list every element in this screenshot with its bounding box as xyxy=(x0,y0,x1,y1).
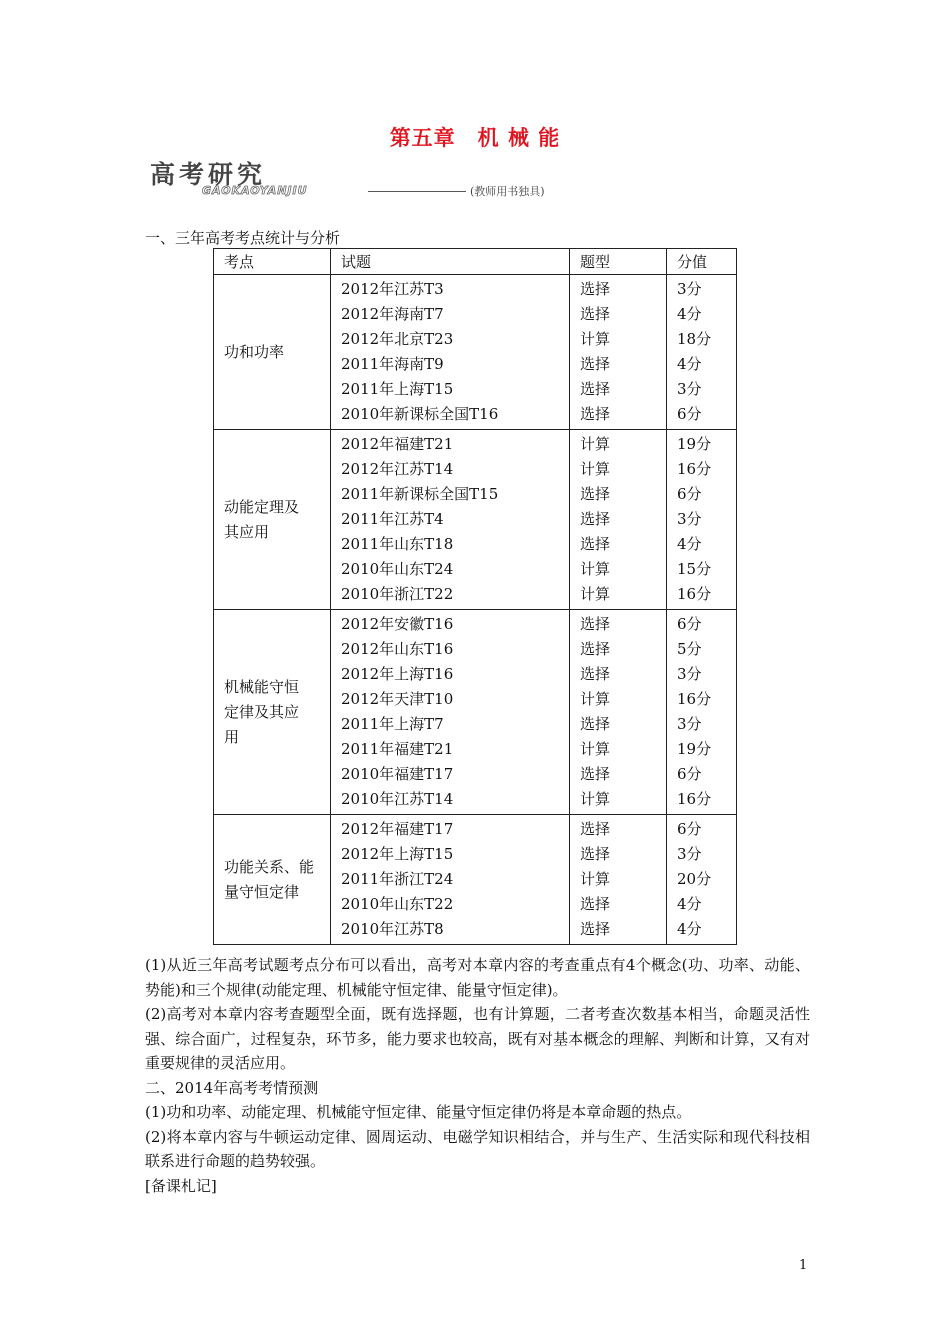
banner-chinese-title: 高考研究 xyxy=(150,160,267,189)
type-value: 选择 xyxy=(580,920,611,938)
score-value: 6分 xyxy=(677,820,702,838)
analysis-paragraph-1: (1)从近三年高考试题考点分布可以看出，高考对本章内容的考查重点有4个概念(功、功率、动能、势能)和三个规律(动能定理、机械能守恒定律、能量守恒定律)。 xyxy=(145,956,810,999)
forecast-paragraph-1: (1)功和功率、动能定理、机械能守恒定律、能量守恒定律仍将是本章命题的热点。 xyxy=(145,1103,692,1121)
question-value: 2012年海南T7 xyxy=(341,305,444,323)
type-value: 选择 xyxy=(580,280,611,298)
topic-line: 功能关系、能 xyxy=(224,857,315,876)
question-value: 2012年山东T16 xyxy=(341,640,454,658)
score-cell xyxy=(667,815,737,945)
question-value: 2011年山东T18 xyxy=(341,535,454,553)
topic-cell xyxy=(214,815,331,945)
topic-line: 动能定理及 xyxy=(224,497,300,516)
score-value: 4分 xyxy=(677,895,702,913)
question-value: 2012年江苏T3 xyxy=(341,280,444,298)
table-group-row xyxy=(214,815,737,945)
question-value: 2010年江苏T8 xyxy=(341,920,444,938)
header-type: 题型 xyxy=(570,249,667,275)
gaokao-research-banner xyxy=(150,153,560,205)
type-value: 选择 xyxy=(580,615,611,633)
type-value: 选择 xyxy=(580,845,611,863)
score-cell xyxy=(667,275,737,430)
header-question: 试题 xyxy=(331,249,570,275)
banner-note: (教师用书独具) xyxy=(470,185,545,198)
type-value: 选择 xyxy=(580,485,611,503)
type-value: 选择 xyxy=(580,715,611,733)
question-value: 2011年海南T9 xyxy=(341,355,444,373)
topic-cell xyxy=(214,610,331,815)
question-value: 2010年江苏T14 xyxy=(341,790,454,808)
topic-line: 其应用 xyxy=(224,522,270,541)
type-cell xyxy=(570,275,667,430)
question-value: 2011年上海T15 xyxy=(341,380,454,398)
forecast-paragraph-2: (2)将本章内容与牛顿运动定律、圆周运动、电磁学知识相结合，并与生产、生活实际和现代科技相联系进行命题的趋势较强。 xyxy=(145,1127,810,1170)
type-value: 选择 xyxy=(580,380,611,398)
type-value: 选择 xyxy=(580,640,611,658)
question-value: 2011年新课标全国T15 xyxy=(341,485,499,503)
question-value: 2012年江苏T14 xyxy=(341,460,454,478)
score-value: 3分 xyxy=(677,845,702,863)
type-value: 计算 xyxy=(580,460,611,478)
type-value: 选择 xyxy=(580,820,611,838)
score-value: 4分 xyxy=(677,535,702,553)
type-value: 计算 xyxy=(580,435,611,453)
type-value: 选择 xyxy=(580,765,611,783)
score-cell xyxy=(667,610,737,815)
score-value: 6分 xyxy=(677,485,702,503)
table-group-row xyxy=(214,430,737,610)
question-value: 2010年山东T22 xyxy=(341,895,454,913)
question-value: 2011年上海T7 xyxy=(341,715,444,733)
exam-statistics-table xyxy=(213,248,737,945)
header-topic: 考点 xyxy=(214,249,331,275)
topic-line: 用 xyxy=(224,727,240,746)
question-value: 2012年福建T17 xyxy=(341,820,454,838)
score-value: 4分 xyxy=(677,920,702,938)
topic-line: 功和功率 xyxy=(224,342,285,361)
score-value: 5分 xyxy=(677,640,702,658)
table-group-row xyxy=(214,275,737,430)
topic-cell xyxy=(214,275,331,430)
question-value: 2012年福建T21 xyxy=(341,435,454,453)
type-value: 选择 xyxy=(580,405,611,423)
score-value: 15分 xyxy=(677,560,712,578)
score-value: 19分 xyxy=(677,435,712,453)
question-cell xyxy=(331,275,570,430)
score-value: 3分 xyxy=(677,715,702,733)
question-value: 2010年山东T24 xyxy=(341,560,454,578)
question-value: 2011年浙江T24 xyxy=(341,870,454,888)
type-value: 计算 xyxy=(580,330,611,348)
page-number: 1 xyxy=(799,1258,808,1273)
question-value: 2012年安徽T16 xyxy=(341,615,454,633)
topic-line: 定律及其应 xyxy=(224,702,300,721)
question-value: 2011年江苏T4 xyxy=(341,510,444,528)
section-1-heading: 一、三年高考考点统计与分析 xyxy=(145,229,341,247)
type-value: 选择 xyxy=(580,665,611,683)
type-value: 计算 xyxy=(580,585,611,603)
type-value: 计算 xyxy=(580,690,611,708)
question-value: 2012年天津T10 xyxy=(341,690,454,708)
question-value: 2010年新课标全国T16 xyxy=(341,405,499,423)
analysis-paragraph-2: (2)高考对本章内容考查题型全面，既有选择题，也有计算题，二者考查次数基本相当，命题灵活性强、综合面广，过程复杂，环节多，能力要求也较高，既有对基本概念的理解、判断和计算，又有对重要规律的灵活应用。 xyxy=(145,1005,810,1072)
question-value: 2010年浙江T22 xyxy=(341,585,454,603)
score-value: 19分 xyxy=(677,740,712,758)
score-value: 16分 xyxy=(677,585,712,603)
question-cell xyxy=(331,430,570,610)
question-value: 2012年北京T23 xyxy=(341,330,454,348)
chapter-title: 第五章 机 械 能 xyxy=(389,125,561,150)
table-group-row xyxy=(214,610,737,815)
question-value: 2011年福建T21 xyxy=(341,740,454,758)
score-value: 3分 xyxy=(677,665,702,683)
type-value: 选择 xyxy=(580,355,611,373)
header-score: 分值 xyxy=(667,249,737,275)
score-value: 20分 xyxy=(677,870,712,888)
banner-pinyin: GAOKAOYANJIU xyxy=(202,184,308,197)
score-value: 6分 xyxy=(677,405,702,423)
question-cell xyxy=(331,610,570,815)
table-header-row xyxy=(214,249,737,275)
topic-line: 量守恒定律 xyxy=(224,882,300,901)
score-value: 16分 xyxy=(677,460,712,478)
score-value: 3分 xyxy=(677,380,702,398)
type-value: 计算 xyxy=(580,870,611,888)
notes-label: [备课札记] xyxy=(145,1176,217,1195)
score-value: 16分 xyxy=(677,690,712,708)
topic-cell xyxy=(214,430,331,610)
table-body xyxy=(214,275,737,945)
type-cell xyxy=(570,430,667,610)
question-value: 2010年福建T17 xyxy=(341,765,454,783)
type-value: 选择 xyxy=(580,510,611,528)
type-value: 计算 xyxy=(580,790,611,808)
type-cell xyxy=(570,610,667,815)
score-value: 4分 xyxy=(677,305,702,323)
question-value: 2012年上海T15 xyxy=(341,845,454,863)
banner-divider xyxy=(368,191,466,192)
analysis-text xyxy=(145,953,810,1198)
question-cell xyxy=(331,815,570,945)
score-value: 16分 xyxy=(677,790,712,808)
type-cell xyxy=(570,815,667,945)
score-value: 4分 xyxy=(677,355,702,373)
type-value: 选择 xyxy=(580,305,611,323)
score-value: 6分 xyxy=(677,765,702,783)
section-2-heading: 二、2014年高考考情预测 xyxy=(145,1078,319,1097)
score-value: 6分 xyxy=(677,615,702,633)
type-value: 选择 xyxy=(580,535,611,553)
topic-line: 机械能守恒 xyxy=(224,677,300,696)
question-value: 2012年上海T16 xyxy=(341,665,454,683)
type-value: 选择 xyxy=(580,895,611,913)
type-value: 计算 xyxy=(580,560,611,578)
type-value: 计算 xyxy=(580,740,611,758)
score-value: 3分 xyxy=(677,280,702,298)
score-value: 3分 xyxy=(677,510,702,528)
score-value: 18分 xyxy=(677,330,712,348)
score-cell xyxy=(667,430,737,610)
